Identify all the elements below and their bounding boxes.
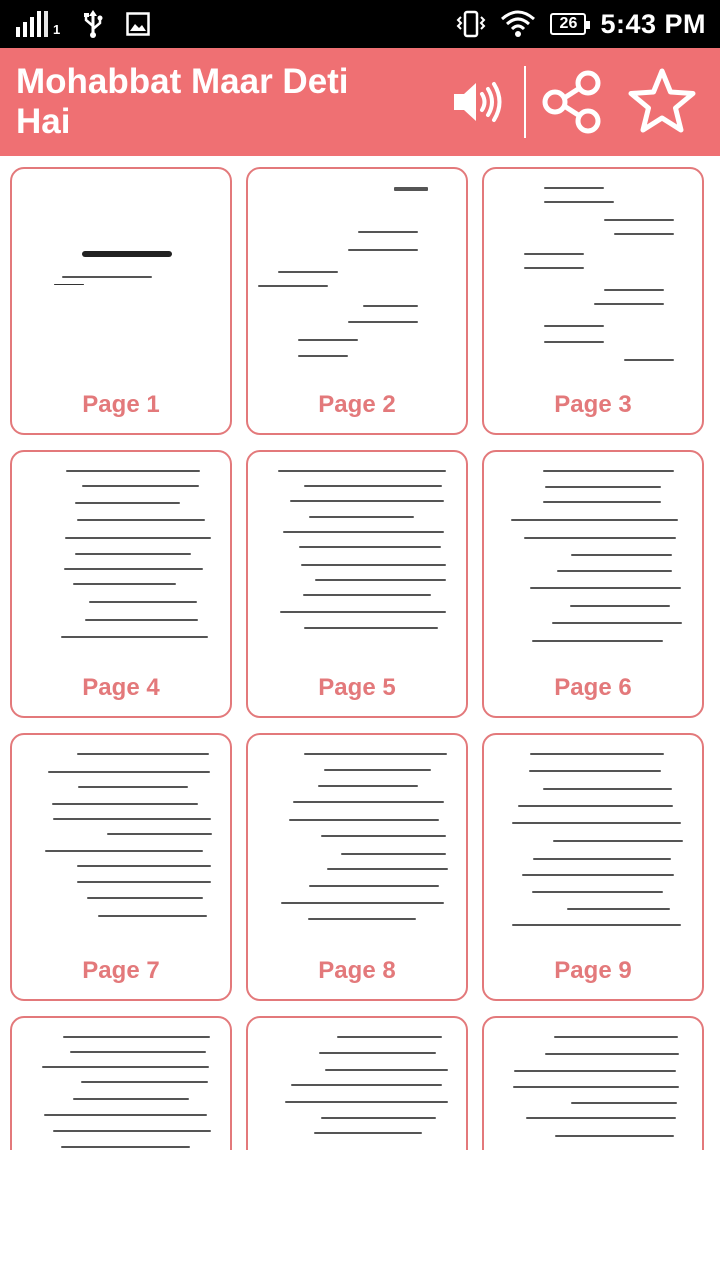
page-label: Page 9 xyxy=(554,957,632,984)
text-line xyxy=(394,187,428,191)
text-line xyxy=(571,1102,677,1104)
text-line xyxy=(304,627,438,629)
text-line xyxy=(544,341,604,343)
page-card-9[interactable] xyxy=(482,733,704,1001)
page-thumbnail xyxy=(266,1030,448,1150)
text-line xyxy=(44,1114,207,1116)
text-line xyxy=(553,840,683,842)
text-line xyxy=(570,605,670,607)
text-line xyxy=(283,531,444,533)
text-line xyxy=(522,874,674,876)
page-label: Page 1 xyxy=(82,391,160,418)
text-line xyxy=(557,570,672,572)
text-line xyxy=(52,803,198,805)
text-line xyxy=(309,885,439,887)
text-line xyxy=(511,519,678,521)
page-card-7[interactable] xyxy=(10,733,232,1001)
page-thumbnail xyxy=(502,747,684,937)
text-line xyxy=(290,500,444,502)
text-line xyxy=(524,267,584,269)
text-line xyxy=(321,835,446,837)
text-line xyxy=(513,1086,679,1088)
text-line xyxy=(614,233,674,235)
text-line xyxy=(77,519,205,521)
page-card-12[interactable] xyxy=(482,1016,704,1150)
text-line xyxy=(62,276,152,278)
text-line xyxy=(321,1117,436,1119)
image-icon xyxy=(126,12,150,36)
text-line xyxy=(66,470,200,472)
text-line xyxy=(324,769,431,771)
status-time: 5:43 PM xyxy=(600,8,706,39)
signal-icon xyxy=(16,11,60,37)
share-button[interactable] xyxy=(532,62,612,142)
text-line xyxy=(301,564,446,566)
text-line xyxy=(304,753,447,755)
text-line xyxy=(325,1069,448,1071)
text-line xyxy=(89,601,197,603)
text-line xyxy=(278,470,446,472)
text-line xyxy=(327,868,448,870)
text-line xyxy=(552,622,682,624)
text-line xyxy=(87,897,203,899)
app-bar xyxy=(0,48,720,156)
text-line xyxy=(567,908,670,910)
page-label: Page 6 xyxy=(554,674,632,701)
page-grid xyxy=(0,156,720,1150)
text-line xyxy=(604,289,664,291)
text-line xyxy=(258,285,328,287)
text-line xyxy=(314,1132,422,1134)
text-line xyxy=(65,537,211,539)
page-label: Page 7 xyxy=(82,957,160,984)
page-card-4[interactable] xyxy=(10,450,232,718)
text-line xyxy=(318,785,418,787)
page-card-6[interactable] xyxy=(482,450,704,718)
text-line xyxy=(77,865,211,867)
text-line xyxy=(85,619,198,621)
favorite-button[interactable] xyxy=(622,62,702,142)
text-line xyxy=(529,770,661,772)
text-line xyxy=(53,818,211,820)
text-line xyxy=(299,546,441,548)
text-line xyxy=(77,881,211,883)
page-thumbnail xyxy=(266,181,448,371)
text-line xyxy=(107,833,212,835)
page-thumbnail xyxy=(502,181,684,371)
text-line xyxy=(512,822,681,824)
text-line xyxy=(303,594,431,596)
text-line xyxy=(530,587,681,589)
text-line xyxy=(514,1070,676,1072)
text-line xyxy=(512,924,681,926)
page-card-3[interactable] xyxy=(482,167,704,435)
text-line xyxy=(309,516,414,518)
text-line xyxy=(543,501,661,503)
text-line xyxy=(63,1036,210,1038)
text-line xyxy=(304,485,442,487)
vibrate-icon xyxy=(456,10,486,38)
text-line xyxy=(544,187,604,189)
page-card-10[interactable] xyxy=(10,1016,232,1150)
text-line xyxy=(77,753,209,755)
text-line xyxy=(78,786,188,788)
text-line xyxy=(73,1098,189,1100)
page-thumbnail xyxy=(502,1030,684,1150)
text-line xyxy=(545,486,661,488)
text-line xyxy=(75,553,191,555)
page-thumbnail xyxy=(30,1030,212,1150)
text-line xyxy=(532,640,663,642)
status-bar xyxy=(0,0,720,48)
text-line xyxy=(319,1052,436,1054)
title-scribble xyxy=(82,251,172,257)
text-line xyxy=(48,771,210,773)
star-icon xyxy=(626,67,698,137)
text-line xyxy=(308,918,416,920)
text-line xyxy=(524,253,584,255)
text-line xyxy=(363,305,418,307)
wifi-icon xyxy=(500,9,536,39)
text-line xyxy=(341,853,446,855)
page-label: Page 5 xyxy=(318,674,396,701)
text-line xyxy=(545,1053,679,1055)
toolbar-divider xyxy=(524,66,526,138)
text-line xyxy=(544,201,614,203)
signal-sub-label: 1 xyxy=(53,22,61,37)
share-icon xyxy=(540,70,604,134)
text-line xyxy=(64,568,203,570)
text-line xyxy=(289,819,439,821)
page-thumbnail xyxy=(266,464,448,654)
text-line xyxy=(337,1036,442,1038)
app-title: Mohabbat Maar Deti Hai xyxy=(16,62,349,141)
page-card-2[interactable] xyxy=(246,167,468,435)
text-line xyxy=(298,339,358,341)
page-thumbnail xyxy=(30,464,212,654)
text-line xyxy=(624,359,674,361)
speaker-icon xyxy=(450,79,502,125)
underline xyxy=(54,284,84,285)
text-line xyxy=(73,583,176,585)
text-line xyxy=(533,858,671,860)
text-line xyxy=(280,611,446,613)
text-line xyxy=(518,805,673,807)
text-line xyxy=(278,271,338,273)
text-line xyxy=(555,1135,674,1137)
text-line xyxy=(53,1130,211,1132)
text-line xyxy=(42,1066,209,1068)
text-line xyxy=(98,915,207,917)
text-line xyxy=(285,1101,448,1103)
text-line xyxy=(358,231,418,233)
text-line xyxy=(524,537,676,539)
text-line xyxy=(604,219,674,221)
text-line xyxy=(291,1084,442,1086)
text-line xyxy=(543,788,672,790)
page-label: Page 8 xyxy=(318,957,396,984)
usb-icon xyxy=(82,10,104,38)
page-card-5[interactable] xyxy=(246,450,468,718)
text-line xyxy=(81,1081,208,1083)
text-line xyxy=(70,1051,206,1053)
text-line xyxy=(554,1036,678,1038)
text-line xyxy=(526,1117,676,1119)
page-thumbnail xyxy=(30,181,212,371)
text-line xyxy=(75,502,180,504)
text-line xyxy=(45,850,203,852)
page-label: Page 4 xyxy=(82,674,160,701)
text-line xyxy=(532,891,663,893)
speaker-button[interactable] xyxy=(436,62,516,142)
battery-indicator: 26 xyxy=(550,13,586,35)
text-line xyxy=(315,579,446,581)
page-label: Page 2 xyxy=(318,391,396,418)
text-line xyxy=(544,325,604,327)
text-line xyxy=(281,902,444,904)
text-line xyxy=(543,470,674,472)
text-line xyxy=(348,249,418,251)
text-line xyxy=(594,303,664,305)
text-line xyxy=(61,1146,190,1148)
page-card-1[interactable] xyxy=(10,167,232,435)
page-thumbnail xyxy=(502,464,684,654)
text-line xyxy=(61,636,208,638)
page-card-11[interactable] xyxy=(246,1016,468,1150)
text-line xyxy=(348,321,418,323)
page-card-8[interactable] xyxy=(246,733,468,1001)
text-line xyxy=(293,801,444,803)
text-line xyxy=(571,554,672,556)
page-thumbnail xyxy=(266,747,448,937)
text-line xyxy=(82,485,199,487)
page-label: Page 3 xyxy=(554,391,632,418)
text-line xyxy=(298,355,348,357)
page-thumbnail xyxy=(30,747,212,937)
text-line xyxy=(530,753,664,755)
